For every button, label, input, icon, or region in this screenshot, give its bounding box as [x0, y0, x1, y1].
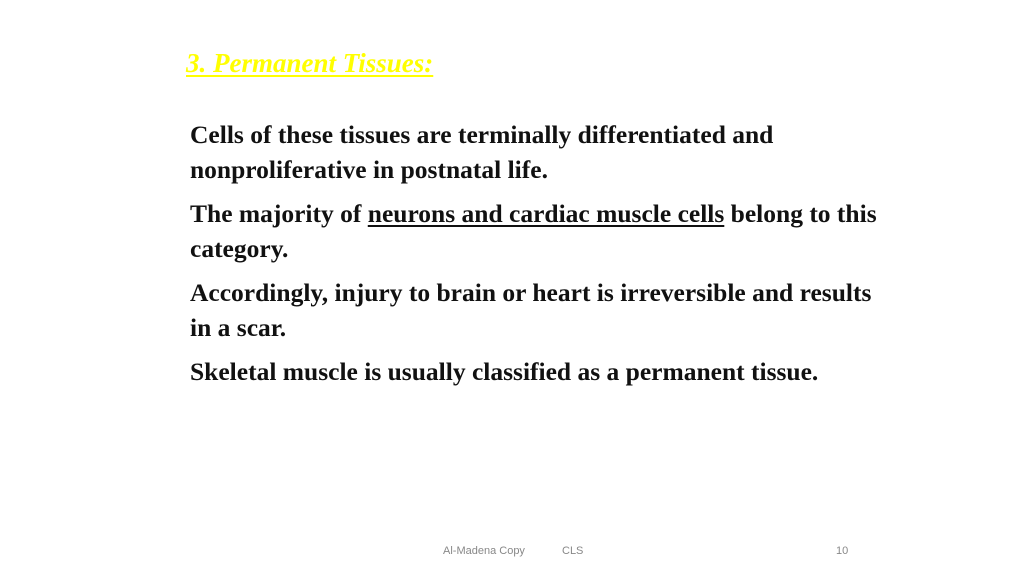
paragraph-4: Skeletal muscle is usually classified as a permanent tissue. — [190, 357, 819, 386]
footer-course: CLS — [562, 545, 584, 557]
footer-source: Al-Madena Copy — [443, 545, 525, 557]
underlined-phrase: neurons and cardiac muscle cells — [367, 199, 725, 228]
paragraph-1: Cells of these tissues are terminally differentiated and nonproliferative in postnatal life. — [190, 120, 774, 184]
paragraph-2-start: The majority of — [190, 199, 368, 228]
paragraph-2-end: belong to this category. — [190, 199, 877, 263]
paragraph-3: Accordingly, injury to brain or heart is irreversible and results in a scar. — [190, 278, 872, 342]
page-number: 10 — [836, 545, 849, 557]
slide-title: 3. Permanent Tissues: — [186, 48, 434, 78]
paragraph-2 — [190, 196, 890, 266]
slide-body — [190, 117, 890, 398]
